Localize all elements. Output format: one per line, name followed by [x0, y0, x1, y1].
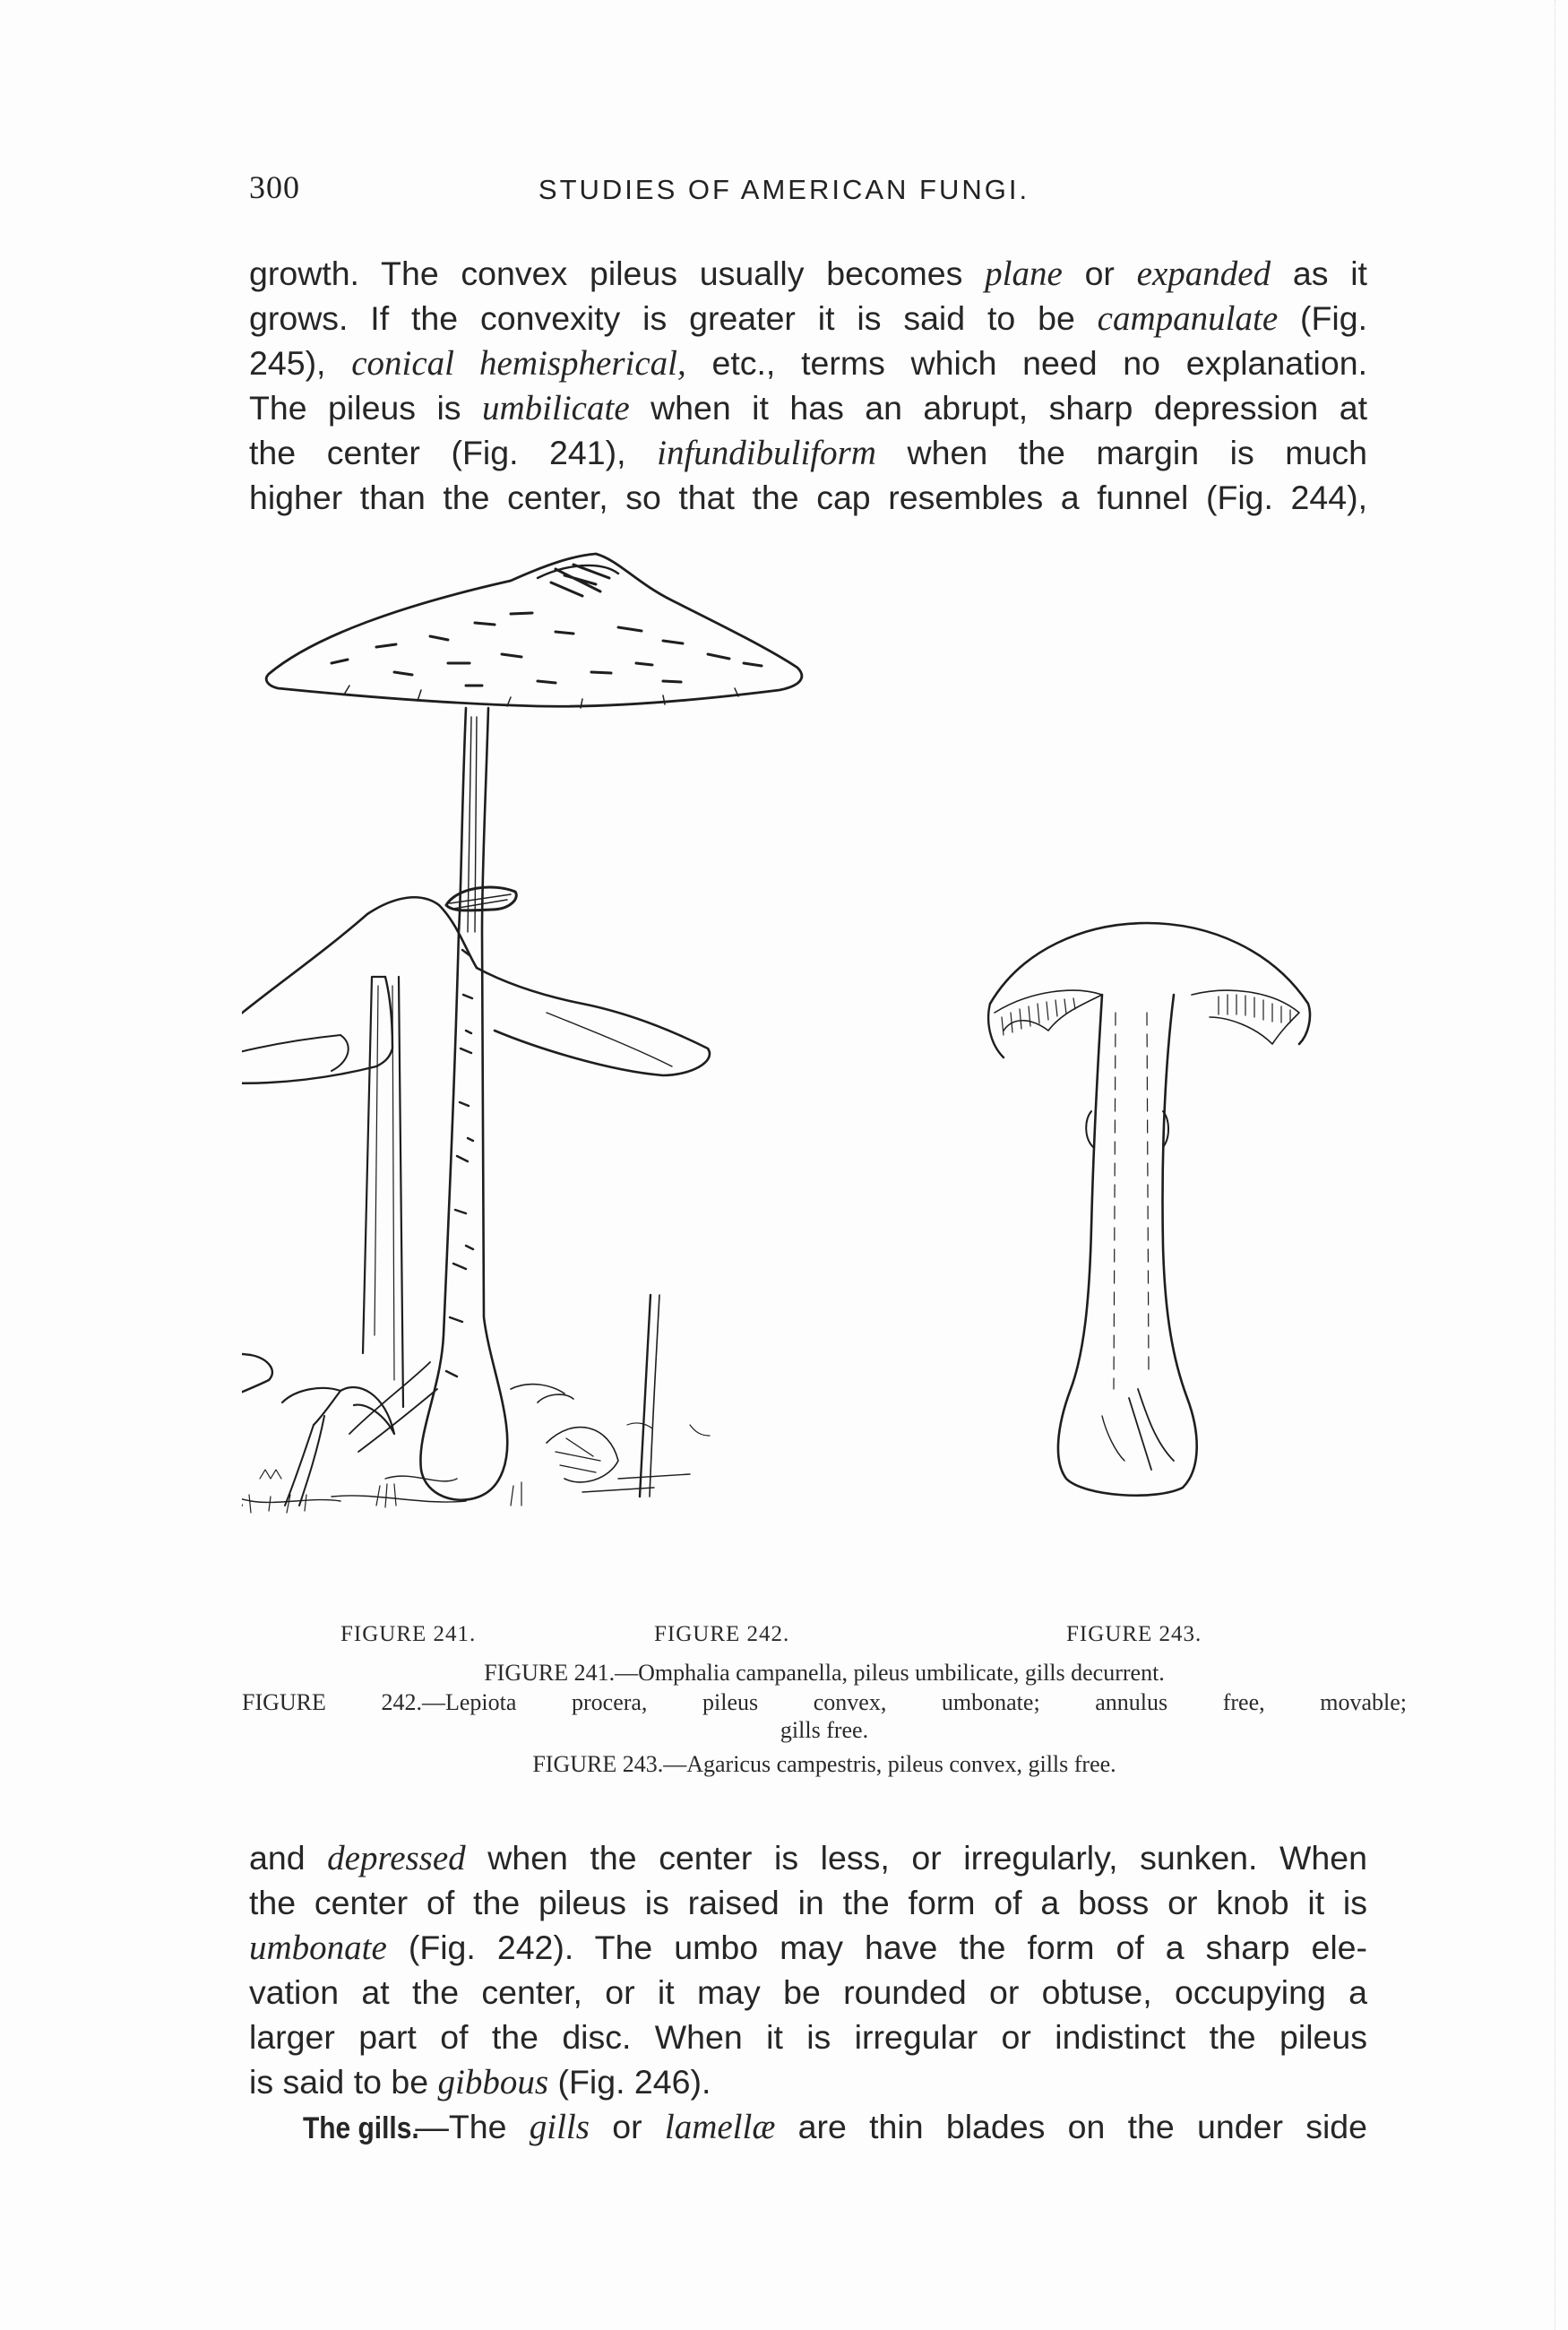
text-line: and depressed when the center is less, or irregularly, sunken. When — [249, 1839, 1367, 1877]
caption-243: FIGURE 243.—Agaricus campestris, pileus convex, gills free. — [532, 1751, 1116, 1777]
bottom-paragraph — [249, 1835, 1367, 2149]
top-paragraph — [249, 251, 1367, 520]
text-line: the center (Fig. 241), infundibuliform when the margin is much — [249, 434, 1367, 472]
text-line: is said to be gibbous (Fig. 246). — [249, 2063, 711, 2101]
mushroom-illustration — [242, 529, 1407, 1631]
text-line: The gills.—The gills or lamellæ are thin blades on the under side — [249, 2104, 1367, 2149]
lepiota-mushroom — [266, 554, 802, 1507]
text-line: The pileus is umbilicate when it has an abrupt, sharp depression at — [249, 389, 1368, 427]
page-number: 300 — [249, 169, 300, 205]
caption-242-continued: gills free. — [780, 1717, 869, 1743]
omphalia-mushroom — [242, 1353, 394, 1513]
agaricus-mushroom — [988, 923, 1310, 1496]
scan-edge — [1555, 0, 1556, 2330]
text-line: larger part of the disc. When it is irregular or indistinct the pileus — [249, 2018, 1367, 2056]
section-heading: The gills. — [303, 2111, 419, 2145]
text-line: 245), conical hemispherical, etc., terms which need no explanation. — [249, 344, 1367, 383]
text-line: the center of the pileus is raised in the form of a boss or knob it is — [249, 1884, 1367, 1921]
text-line: growth. The convex pileus usually becomes plane or expanded as it — [249, 255, 1367, 293]
figure-label-243: FIGURE 243. — [1066, 1622, 1202, 1646]
text-line: higher than the center, so that the cap resembles a funnel (Fig. 244), — [249, 479, 1367, 516]
mushroom-drawing — [242, 529, 1407, 1631]
running-head: STUDIES OF AMERICAN FUNGI. — [538, 174, 1030, 205]
text-line: umbonate (Fig. 242). The umbo may have the form of a sharp ele- — [249, 1929, 1367, 1967]
text-line: vation at the center, or it may be rounded or obtuse, occupying a — [249, 1973, 1367, 2011]
caption-242: FIGURE 242.—Lepiota procera, pileus convex, umbonate; annulus free, movable; — [242, 1689, 1407, 1715]
figure-label-242: FIGURE 242. — [654, 1622, 790, 1646]
text-line: grows. If the convexity is greater it is said to be campanulate (Fig. — [249, 299, 1367, 338]
lepiota-section — [242, 897, 710, 1407]
figure-label-241: FIGURE 241. — [340, 1622, 477, 1646]
caption-241: FIGURE 241.—Omphalia campanella, pileus umbilicate, gills decurrent. — [484, 1660, 1165, 1686]
